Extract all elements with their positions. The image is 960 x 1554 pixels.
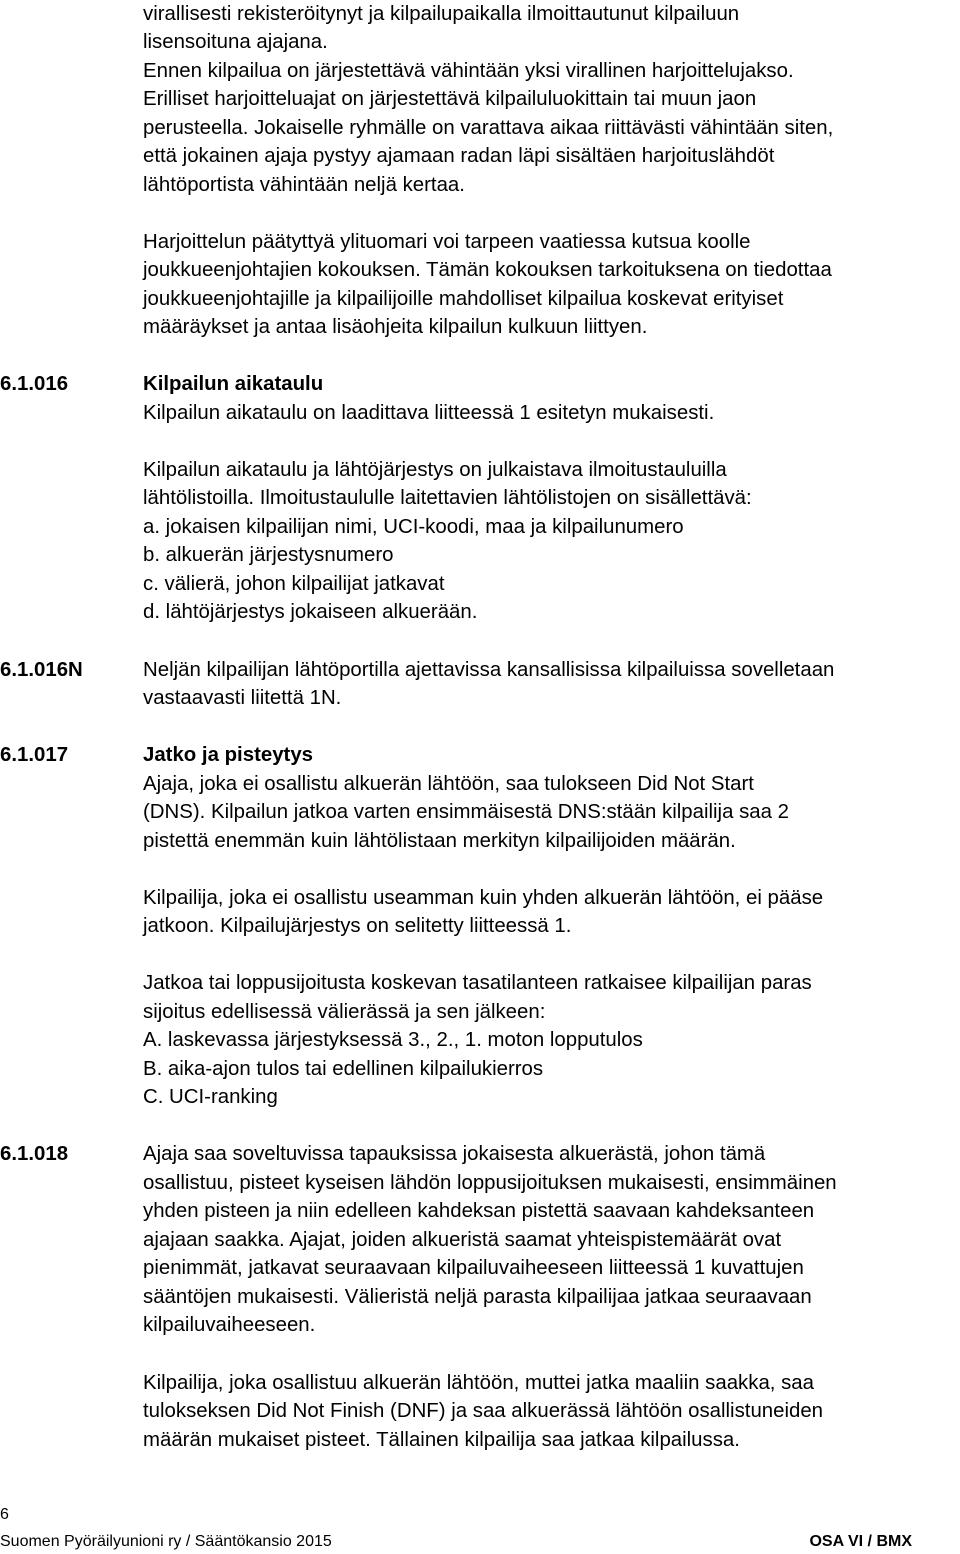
footer-section: OSA VI / BMX [809,1533,912,1550]
list-item: c. välierä, johon kilpailijat jatkavat [143,573,445,595]
body-text-line: määrän mukaiset pisteet. Tällainen kilpailija saa jatkaa kilpailussa. [143,1429,740,1451]
body-text-line: joukkueenjohtajien kokouksen. Tämän kokouksen tarkoituksena on tiedottaa [143,259,832,281]
list-item: b. alkuerän järjestysnumero [143,544,394,566]
page-number: 6 [0,1506,9,1523]
section-title: Kilpailun aikataulu [143,373,324,395]
section-title: Jatko ja pisteytys [143,744,314,766]
body-text-line: että jokainen ajaja pystyy ajamaan radan läpi sisältäen harjoituslähdöt [143,145,775,167]
body-text-line: pienimmät, jatkavat seuraavaan kilpailuvaiheeseen liitteessä 1 kuvattujen [143,1257,804,1279]
body-text-line: osallistuu, pisteet kyseisen lähdön loppusijoituksen mukaisesti, ensimmäinen [143,1172,837,1194]
body-text-line: Kilpailija, joka osallistuu alkuerän lähtöön, muttei jatka maaliin saakka, saa [143,1372,814,1394]
body-text-line: (DNS). Kilpailun jatkoa varten ensimmäisestä DNS:stään kilpailija saa 2 [143,801,789,823]
body-text-line: perusteella. Jokaiselle ryhmälle on varattava aikaa riittävästi vähintään siten, [143,117,834,139]
body-text-line: Harjoittelun päätyttyä ylituomari voi tarpeen vaatiessa kutsua koolle [143,231,751,253]
body-text-line: lähtöportista vähintään neljä kertaa. [143,174,465,196]
body-text-line: määräykset ja antaa lisäohjeita kilpailun kulkuun liittyen. [143,316,648,338]
body-text-line: lähtölistoilla. Ilmoitustaululle laitettavien lähtölistojen on sisällettävä: [143,487,752,509]
body-text-line: pistettä enemmän kuin lähtölistaan merkityn kilpailijoiden määrän. [143,830,736,852]
list-item: A. laskevassa järjestyksessä 3., 2., 1. moton lopputulos [143,1029,643,1051]
body-text-line: Erilliset harjoitteluajat on järjestettävä kilpailuluokittain tai muun jaon [143,88,757,110]
footer-publisher: Suomen Pyöräilyunioni ry / Sääntökansio 2015 [0,1533,332,1550]
body-text-line: vastaavasti liitettä 1N. [143,687,342,709]
body-text-line: jatkoon. Kilpailujärjestys on selitetty liitteessä 1. [143,915,572,937]
body-text-line: Kilpailun aikataulu ja lähtöjärjestys on julkaistava ilmoitustauluilla [143,459,727,481]
section-number: 6.1.017 [0,744,69,766]
body-text-line: yhden pisteen ja niin edelleen kahdeksan pistettä saavaan kahdeksanteen [143,1200,815,1222]
body-text-line: tulokseksen Did Not Finish (DNF) ja saa alkuerässä lähtöön osallistuneiden [143,1400,824,1422]
section-number: 6.1.016 [0,373,69,395]
body-text-line: Ennen kilpailua on järjestettävä vähintään yksi virallinen harjoittelujakso. [143,60,794,82]
section-number: 6.1.016N [0,659,83,681]
body-text-line: lisensoituna ajajana. [143,31,328,53]
body-text-line: Kilpailun aikataulu on laadittava liitteessä 1 esitetyn mukaisesti. [143,402,715,424]
body-text-line: sijoitus edellisessä välierässä ja sen jälkeen: [143,1001,546,1023]
body-text-line: kilpailuvaiheeseen. [143,1314,316,1336]
list-item: B. aika-ajon tulos tai edellinen kilpailukierros [143,1058,544,1080]
list-item: d. lähtöjärjestys jokaiseen alkuerään. [143,601,478,623]
body-text-line: joukkueenjohtajille ja kilpailijoille mahdolliset kilpailua koskevat erityiset [143,288,784,310]
body-text-line: sääntöjen mukaisesti. Välieristä neljä parasta kilpailijaa jatkaa seuraavaan [143,1286,812,1308]
list-item: a. jokaisen kilpailijan nimi, UCI-koodi, maa ja kilpailunumero [143,516,684,538]
list-item: C. UCI-ranking [143,1086,278,1108]
section-number: 6.1.018 [0,1143,69,1165]
body-text-line: Ajaja, joka ei osallistu alkuerän lähtöön, saa tulokseen Did Not Start [143,773,754,795]
body-text-line: virallisesti rekisteröitynyt ja kilpailupaikalla ilmoittautunut kilpailuun [143,3,740,25]
body-text-line: Ajaja saa soveltuvissa tapauksissa jokaisesta alkuerästä, johon tämä [143,1143,766,1165]
body-text-line: Jatkoa tai loppusijoitusta koskevan tasatilanteen ratkaisee kilpailijan paras [143,972,812,994]
body-text-line: Neljän kilpailijan lähtöportilla ajettavissa kansallisissa kilpailuissa sovelletaan [143,659,835,681]
body-text-line: ajajaan saakka. Ajajat, joiden alkueristä saamat yhteispistemäärät ovat [143,1229,782,1251]
body-text-line: Kilpailija, joka ei osallistu useamman kuin yhden alkuerän lähtöön, ei pääse [143,887,824,909]
